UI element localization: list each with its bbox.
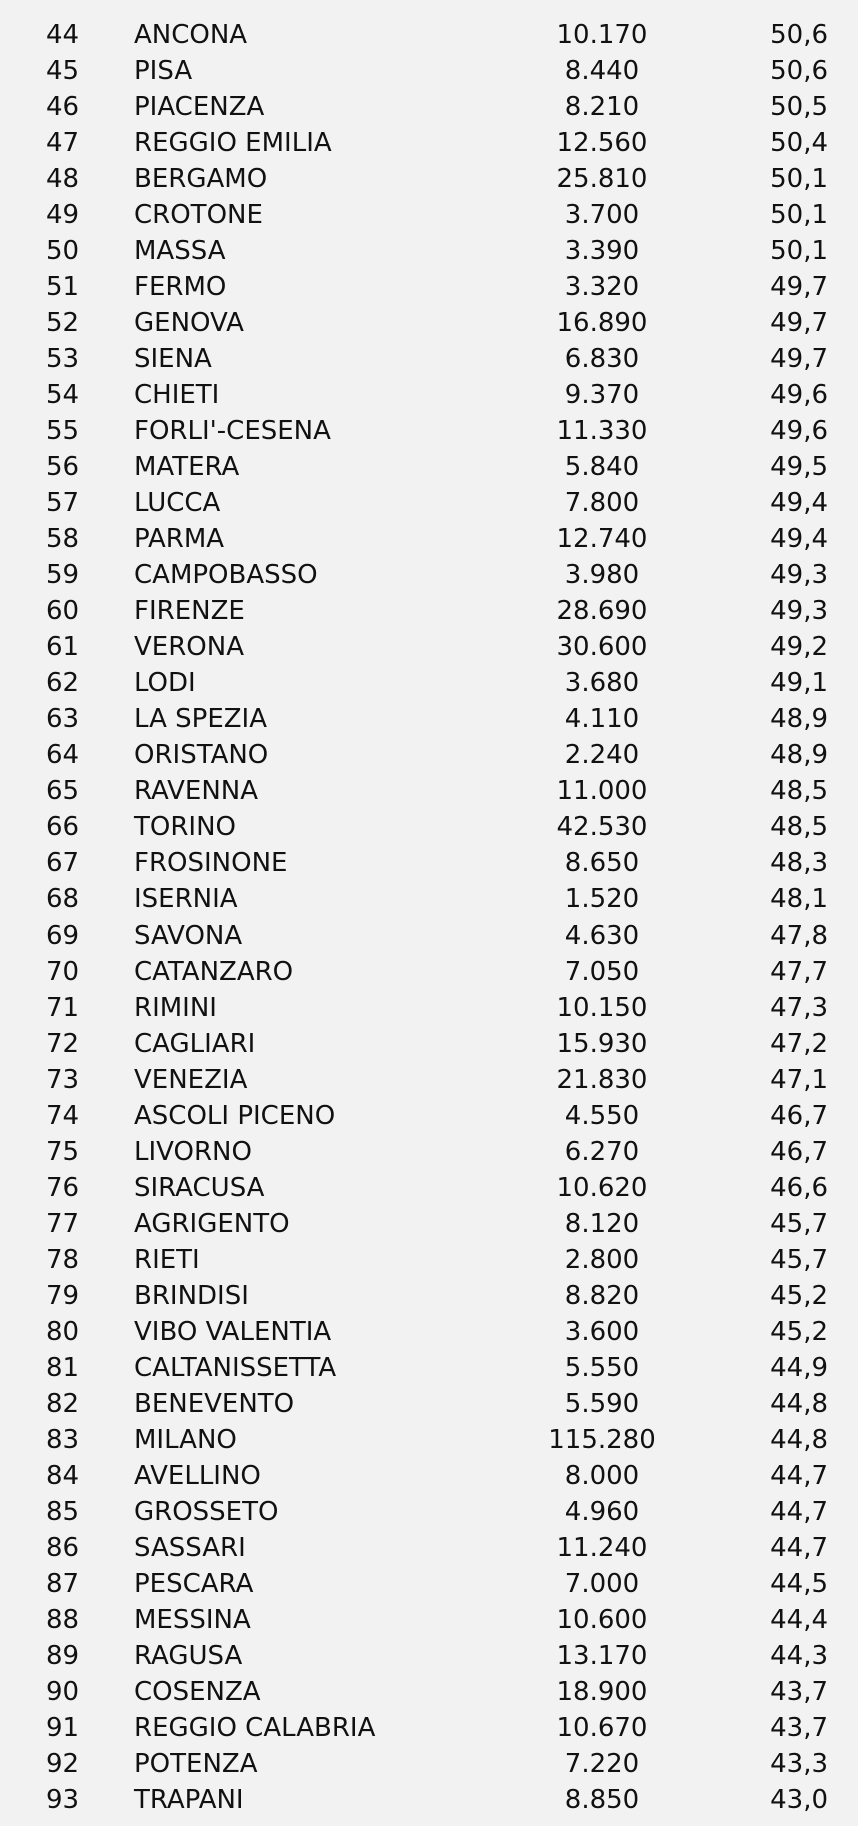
- province-cell: REGGIO CALABRIA: [134, 1712, 376, 1743]
- province-cell: COSENZA: [134, 1676, 261, 1707]
- rank-cell: 66: [46, 812, 80, 843]
- index-cell: 50,6: [770, 56, 828, 87]
- province-cell: CAMPOBASSO: [134, 560, 318, 591]
- table-row: [0, 1458, 858, 1494]
- table-row: [0, 197, 858, 233]
- province-cell: RIETI: [134, 1244, 200, 1275]
- count-cell: 7.000: [564, 1568, 640, 1599]
- province-cell: SASSARI: [134, 1532, 246, 1563]
- count-cell: 12.560: [556, 128, 648, 159]
- count-cell: 8.850: [564, 1784, 640, 1815]
- table-row: [0, 809, 858, 845]
- rank-cell: 82: [46, 1388, 80, 1419]
- province-cell: BENEVENTO: [134, 1388, 295, 1419]
- index-cell: 50,1: [770, 200, 828, 231]
- count-cell: 15.930: [556, 1028, 648, 1059]
- count-cell: 3.680: [564, 668, 640, 699]
- index-cell: 49,6: [770, 380, 828, 411]
- index-cell: 50,4: [770, 128, 828, 159]
- province-cell: MESSINA: [134, 1604, 251, 1635]
- rank-cell: 78: [46, 1244, 80, 1275]
- table-row: [0, 305, 858, 341]
- province-cell: FIRENZE: [134, 596, 245, 627]
- table-row: [0, 1422, 858, 1458]
- index-cell: 48,1: [770, 884, 828, 915]
- index-cell: 44,5: [770, 1568, 828, 1599]
- table-row: [0, 1170, 858, 1206]
- rank-cell: 73: [46, 1064, 80, 1095]
- count-cell: 2.800: [564, 1244, 640, 1275]
- rank-cell: 64: [46, 740, 80, 771]
- rank-cell: 67: [46, 848, 80, 879]
- index-cell: 44,8: [770, 1388, 828, 1419]
- count-cell: 2.240: [564, 740, 640, 771]
- index-cell: 48,5: [770, 776, 828, 807]
- province-cell: PARMA: [134, 524, 225, 555]
- rank-cell: 86: [46, 1532, 80, 1563]
- count-cell: 115.280: [548, 1424, 656, 1455]
- province-cell: GENOVA: [134, 308, 244, 339]
- table-row: [0, 161, 858, 197]
- province-cell: ASCOLI PICENO: [134, 1100, 336, 1131]
- count-cell: 7.800: [564, 488, 640, 519]
- rank-cell: 84: [46, 1460, 80, 1491]
- count-cell: 3.320: [564, 272, 640, 303]
- province-cell: LIVORNO: [134, 1136, 252, 1167]
- province-cell: CALTANISSETTA: [134, 1352, 337, 1383]
- province-cell: PESCARA: [134, 1568, 254, 1599]
- table-row: [0, 1026, 858, 1062]
- count-cell: 10.600: [556, 1604, 648, 1635]
- province-cell: GROSSETO: [134, 1496, 279, 1527]
- count-cell: 5.550: [564, 1352, 640, 1383]
- rank-cell: 68: [46, 884, 80, 915]
- rank-cell: 69: [46, 920, 80, 951]
- index-cell: 49,7: [770, 272, 828, 303]
- province-cell: AGRIGENTO: [134, 1208, 290, 1239]
- count-cell: 6.270: [564, 1136, 640, 1167]
- rank-cell: 60: [46, 596, 80, 627]
- table-row: [0, 1314, 858, 1350]
- province-cell: CAGLIARI: [134, 1028, 256, 1059]
- index-cell: 46,7: [770, 1136, 828, 1167]
- count-cell: 8.440: [564, 56, 640, 87]
- rank-cell: 88: [46, 1604, 80, 1635]
- count-cell: 5.840: [564, 452, 640, 483]
- province-cell: AVELLINO: [134, 1460, 261, 1491]
- index-cell: 44,7: [770, 1532, 828, 1563]
- rank-cell: 81: [46, 1352, 80, 1383]
- index-cell: 48,9: [770, 704, 828, 735]
- index-cell: 49,7: [770, 344, 828, 375]
- province-cell: CATANZARO: [134, 956, 294, 987]
- index-cell: 45,2: [770, 1316, 828, 1347]
- index-cell: 50,1: [770, 236, 828, 267]
- rank-cell: 75: [46, 1136, 80, 1167]
- index-cell: 50,6: [770, 20, 828, 50]
- index-cell: 49,5: [770, 452, 828, 483]
- rank-cell: 89: [46, 1640, 80, 1671]
- count-cell: 3.390: [564, 236, 640, 267]
- province-cell: PISA: [134, 56, 193, 87]
- count-cell: 11.330: [556, 416, 648, 447]
- rank-cell: 47: [46, 128, 80, 159]
- index-cell: 49,3: [770, 560, 828, 591]
- province-cell: ISERNIA: [134, 884, 238, 915]
- rank-cell: 51: [46, 272, 80, 303]
- rank-cell: 90: [46, 1676, 80, 1707]
- table-row: [0, 17, 858, 53]
- table-row: [0, 1062, 858, 1098]
- province-cell: FERMO: [134, 272, 227, 303]
- table-row: [0, 1206, 858, 1242]
- count-cell: 11.000: [556, 776, 648, 807]
- index-cell: 49,7: [770, 308, 828, 339]
- count-cell: 30.600: [556, 632, 648, 663]
- table-row: [0, 701, 858, 737]
- province-cell: VENEZIA: [134, 1064, 248, 1095]
- count-cell: 8.820: [564, 1280, 640, 1311]
- count-cell: 11.240: [556, 1532, 648, 1563]
- count-cell: 42.530: [556, 812, 648, 843]
- table-row: [0, 485, 858, 521]
- table-row: [0, 990, 858, 1026]
- count-cell: 10.150: [556, 992, 648, 1023]
- rank-cell: 46: [46, 92, 80, 123]
- rank-cell: 61: [46, 632, 80, 663]
- count-cell: 8.120: [564, 1208, 640, 1239]
- index-cell: 46,6: [770, 1172, 828, 1203]
- index-cell: 47,3: [770, 992, 828, 1023]
- table-row: [0, 1098, 858, 1134]
- count-cell: 16.890: [556, 308, 648, 339]
- province-cell: TORINO: [134, 812, 236, 843]
- table-row: [0, 629, 858, 665]
- count-cell: 5.590: [564, 1388, 640, 1419]
- province-cell: PIACENZA: [134, 92, 265, 123]
- table-row: [0, 1242, 858, 1278]
- index-cell: 45,7: [770, 1208, 828, 1239]
- province-cell: CHIETI: [134, 380, 220, 411]
- table-row: [0, 1386, 858, 1422]
- province-cell: ANCONA: [134, 20, 248, 50]
- table-row: [0, 557, 858, 593]
- table-row: [0, 413, 858, 449]
- rank-cell: 50: [46, 236, 80, 267]
- rank-cell: 93: [46, 1784, 80, 1815]
- table-row: [0, 1530, 858, 1566]
- rank-cell: 70: [46, 956, 80, 987]
- rank-cell: 54: [46, 380, 80, 411]
- rank-cell: 59: [46, 560, 80, 591]
- count-cell: 10.170: [556, 20, 648, 50]
- rank-cell: 62: [46, 668, 80, 699]
- index-cell: 48,9: [770, 740, 828, 771]
- index-cell: 47,2: [770, 1028, 828, 1059]
- count-cell: 28.690: [556, 596, 648, 627]
- table-row: [0, 341, 858, 377]
- table-row: [0, 593, 858, 629]
- index-cell: 44,8: [770, 1424, 828, 1455]
- index-cell: 49,4: [770, 524, 828, 555]
- count-cell: 8.650: [564, 848, 640, 879]
- index-cell: 49,2: [770, 632, 828, 663]
- count-cell: 18.900: [556, 1676, 648, 1707]
- table-row: [0, 1782, 858, 1818]
- province-cell: RIMINI: [134, 992, 217, 1023]
- table-row: [0, 53, 858, 89]
- rank-cell: 87: [46, 1568, 80, 1599]
- table-row: [0, 737, 858, 773]
- index-cell: 49,3: [770, 596, 828, 627]
- count-cell: 12.740: [556, 524, 648, 555]
- table-row: [0, 89, 858, 125]
- province-cell: RAVENNA: [134, 776, 259, 807]
- table-row: [0, 1638, 858, 1674]
- table-row: [0, 1746, 858, 1782]
- province-cell: ORISTANO: [134, 740, 269, 771]
- count-cell: 1.520: [564, 884, 640, 915]
- table-row: [0, 1674, 858, 1710]
- table-row: [0, 521, 858, 557]
- index-cell: 44,4: [770, 1604, 828, 1635]
- rank-cell: 55: [46, 416, 80, 447]
- count-cell: 8.000: [564, 1460, 640, 1491]
- table-row: [0, 773, 858, 809]
- province-cell: SAVONA: [134, 920, 243, 951]
- table-row: [0, 269, 858, 305]
- rank-cell: 77: [46, 1208, 80, 1239]
- count-cell: 25.810: [556, 164, 648, 195]
- province-cell: REGGIO EMILIA: [134, 128, 332, 159]
- index-cell: 50,1: [770, 164, 828, 195]
- table-row: [0, 954, 858, 990]
- rank-cell: 71: [46, 992, 80, 1023]
- rank-cell: 63: [46, 704, 80, 735]
- count-cell: 21.830: [556, 1064, 648, 1095]
- table-row: [0, 1494, 858, 1530]
- rank-cell: 44: [46, 20, 80, 50]
- index-cell: 43,7: [770, 1676, 828, 1707]
- rank-cell: 48: [46, 164, 80, 195]
- index-cell: 44,7: [770, 1496, 828, 1527]
- rank-cell: 91: [46, 1712, 80, 1743]
- table-row: [0, 1350, 858, 1386]
- province-cell: RAGUSA: [134, 1640, 243, 1671]
- count-cell: 9.370: [564, 380, 640, 411]
- count-cell: 4.630: [564, 920, 640, 951]
- province-cell: MILANO: [134, 1424, 237, 1455]
- index-cell: 44,3: [770, 1640, 828, 1671]
- rank-cell: 57: [46, 488, 80, 519]
- count-cell: 10.670: [556, 1712, 648, 1743]
- rank-cell: 49: [46, 200, 80, 231]
- count-cell: 4.110: [564, 704, 640, 735]
- province-cell: FORLI'-CESENA: [134, 416, 331, 447]
- count-cell: 7.220: [564, 1748, 640, 1779]
- province-cell: MASSA: [134, 236, 226, 267]
- index-cell: 47,8: [770, 920, 828, 951]
- rank-cell: 52: [46, 308, 80, 339]
- province-cell: SIENA: [134, 344, 212, 375]
- index-cell: 44,7: [770, 1460, 828, 1491]
- index-cell: 49,1: [770, 668, 828, 699]
- table-row: [0, 1566, 858, 1602]
- province-cell: LUCCA: [134, 488, 221, 519]
- province-cell: SIRACUSA: [134, 1172, 265, 1203]
- rank-cell: 80: [46, 1316, 80, 1347]
- rank-cell: 53: [46, 344, 80, 375]
- count-cell: 6.830: [564, 344, 640, 375]
- count-cell: 10.620: [556, 1172, 648, 1203]
- province-cell: BRINDISI: [134, 1280, 249, 1311]
- rank-cell: 76: [46, 1172, 80, 1203]
- province-cell: TRAPANI: [134, 1784, 244, 1815]
- index-cell: 45,7: [770, 1244, 828, 1275]
- index-cell: 43,3: [770, 1748, 828, 1779]
- province-cell: MATERA: [134, 452, 240, 483]
- count-cell: 7.050: [564, 956, 640, 987]
- count-cell: 4.960: [564, 1496, 640, 1527]
- index-cell: 49,6: [770, 416, 828, 447]
- rank-cell: 72: [46, 1028, 80, 1059]
- count-cell: 3.700: [564, 200, 640, 231]
- rank-cell: 74: [46, 1100, 80, 1131]
- index-cell: 48,5: [770, 812, 828, 843]
- rank-cell: 85: [46, 1496, 80, 1527]
- province-cell: LA SPEZIA: [134, 704, 268, 735]
- rank-cell: 65: [46, 776, 80, 807]
- count-cell: 3.980: [564, 560, 640, 591]
- rank-cell: 83: [46, 1424, 80, 1455]
- rank-cell: 45: [46, 56, 80, 87]
- index-cell: 45,2: [770, 1280, 828, 1311]
- index-cell: 43,7: [770, 1712, 828, 1743]
- province-cell: VERONA: [134, 632, 244, 663]
- table-row: [0, 1710, 858, 1746]
- table-row: [0, 665, 858, 701]
- index-cell: 46,7: [770, 1100, 828, 1131]
- rank-cell: 56: [46, 452, 80, 483]
- table-row: [0, 1602, 858, 1638]
- rank-cell: 79: [46, 1280, 80, 1311]
- index-cell: 49,4: [770, 488, 828, 519]
- table-row: [0, 1278, 858, 1314]
- province-cell: CROTONE: [134, 200, 263, 231]
- province-cell: POTENZA: [134, 1748, 258, 1779]
- index-cell: 43,0: [770, 1784, 828, 1815]
- table-row: [0, 845, 858, 881]
- table-row: [0, 918, 858, 954]
- rank-cell: 58: [46, 524, 80, 555]
- index-cell: 48,3: [770, 848, 828, 879]
- count-cell: 3.600: [564, 1316, 640, 1347]
- table-row: [0, 377, 858, 413]
- province-cell: BERGAMO: [134, 164, 268, 195]
- index-cell: 47,7: [770, 956, 828, 987]
- table-row: [0, 125, 858, 161]
- province-cell: FROSINONE: [134, 848, 288, 879]
- province-cell: LODI: [134, 668, 196, 699]
- index-cell: 44,9: [770, 1352, 828, 1383]
- index-cell: 47,1: [770, 1064, 828, 1095]
- count-cell: 13.170: [556, 1640, 648, 1671]
- province-cell: VIBO VALENTIA: [134, 1316, 332, 1347]
- table-row: [0, 233, 858, 269]
- count-cell: 8.210: [564, 92, 640, 123]
- count-cell: 4.550: [564, 1100, 640, 1131]
- table-row: [0, 881, 858, 917]
- table-row: [0, 1134, 858, 1170]
- rank-cell: 92: [46, 1748, 80, 1779]
- index-cell: 50,5: [770, 92, 828, 123]
- table-row: [0, 449, 858, 485]
